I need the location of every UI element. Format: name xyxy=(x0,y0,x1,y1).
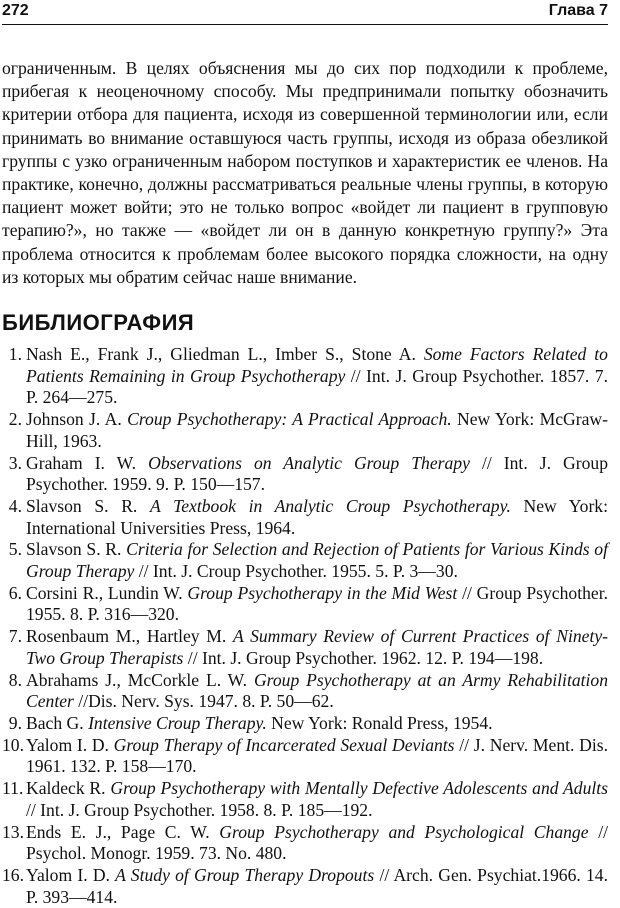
entry-authors: Slavson S. R. xyxy=(26,539,127,560)
entry-source: //Dis. Nerv. Sys. 1947. 8. P. 50—62. xyxy=(73,691,334,712)
entry-authors: Johnson J. A. xyxy=(26,409,128,430)
bibliography-entry xyxy=(2,626,608,669)
bibliography-entry xyxy=(2,409,608,452)
bibliography-entry xyxy=(2,344,608,409)
section-title: БИБЛИОГРАФИЯ xyxy=(2,310,195,336)
bibliography-list xyxy=(2,344,608,908)
entry-source: // Int. J. Group Psychother. 1857. 7. P. 264—275. xyxy=(26,365,608,408)
entry-title: Group Psychotherapy at an Army Rehabilitation Center xyxy=(26,669,608,712)
bibliography-entry xyxy=(2,778,608,821)
page-header xyxy=(2,0,608,25)
bibliography-entry xyxy=(2,865,608,908)
bibliography-entry xyxy=(2,822,608,865)
bibliography-entry xyxy=(2,539,608,582)
entry-authors: Rosenbaum M., Hartley M. xyxy=(26,626,233,647)
bibliography-entry xyxy=(2,453,608,496)
body-paragraph: ограниченным. В целях объяснения мы до сих пор подходили к проблеме, прибегая к неоценочному способу. Мы предпринимали попытку обозначить критерии отбора для пациента, исходя из совершенной терминологии или, если принимать во внимание оставшуюся часть группы, исходя из образа обезликой группы с узко ограниченным набором поступков и характеристик ее членов. На практике, конечно, должны рассматриваться реальные члены группы, в которую пациент может войти; это не только вопрос «войдет ли пациент в групповую терапию?», но также — «войдет ли он в данную конкретную группу?» Эта проблема относится к проблемам более высокого порядка сложности, на одну из которых мы обратим сейчас наше внимание. xyxy=(2,58,608,287)
entry-authors: Yalom I. D. xyxy=(26,864,116,885)
page-number: 272 xyxy=(2,2,29,19)
bibliography-entry xyxy=(2,713,608,735)
entry-number: 13. xyxy=(2,821,24,842)
entry-number: 3. xyxy=(8,452,22,473)
entry-authors: Graham I. W. xyxy=(26,452,149,473)
entry-authors: Abrahams J., McCorkle L. W. xyxy=(26,669,254,690)
entry-source: New York: McGraw-Hill, 1963. xyxy=(26,409,608,451)
entry-title: A Study of Group Therapy Dropouts xyxy=(115,864,375,885)
chapter-title: Глава 7 xyxy=(548,2,608,19)
entry-authors: Bach G. xyxy=(26,712,89,733)
entry-source: // Int. J. Group Psychother. 1958. 8. P. 185—192. xyxy=(26,799,373,820)
entry-source: // J. Nerv. Ment. Dis. 1961. 132. P. 158—170. xyxy=(26,734,608,777)
entry-number: 11. xyxy=(2,778,24,799)
entry-number: 2. xyxy=(8,409,22,430)
entry-source: // Psychol. Monogr. 1959. 73. No. 480. xyxy=(26,821,608,864)
entry-source: New York: Ronald Press, 1954. xyxy=(266,712,493,733)
entry-title: Group Psychotherapy in the Mid West xyxy=(187,582,458,603)
bibliography-entry xyxy=(2,735,608,778)
entry-title: Group Psychotherapy with Mentally Defective Adolescents and Adults xyxy=(110,778,609,799)
bibliography-entry xyxy=(2,670,608,713)
entry-number: 16. xyxy=(2,864,24,885)
entry-title: Intensive Croup Therapy. xyxy=(88,712,267,733)
entry-authors: Corsini R., Lundin W. xyxy=(26,582,188,603)
entry-title: Group Psychotherapy and Psychological Change xyxy=(219,821,589,842)
entry-source: // Int. J. Group Psychother. 1962. 12. P. 194—198. xyxy=(183,647,544,668)
entry-authors: Kaldeck R. xyxy=(26,778,111,799)
entry-number: 7. xyxy=(8,626,22,647)
entry-number: 4. xyxy=(8,495,22,516)
entry-title: A Textbook in Analytic Croup Psychotherapy. xyxy=(150,495,511,516)
entry-source: // Int. J. Group Psychother. 1959. 9. P. 150—157. xyxy=(26,452,608,495)
entry-authors: Ends E. J., Page C. W. xyxy=(26,821,220,842)
entry-authors: Slavson S. R. xyxy=(26,495,150,516)
bibliography-entry xyxy=(2,496,608,539)
entry-title: Observations on Analytic Group Therapy xyxy=(148,452,470,473)
entry-title: A Summary Review of Current Practices of Ninety-Two Group Therapists xyxy=(26,626,608,668)
entry-number: 6. xyxy=(8,582,22,603)
bibliography-entry xyxy=(2,583,608,626)
entry-number: 1. xyxy=(8,344,22,365)
entry-authors: Nash E., Frank J., Gliedman L., Imber S., Stone A. xyxy=(26,344,424,365)
entry-number: 10. xyxy=(2,734,24,755)
entry-source: // Arch. Gen. Psychiat.1966. 14. P. 393—414. xyxy=(26,864,608,907)
entry-title: Criteria for Selection and Rejection of Patients for Various Kinds of Group Therapy xyxy=(26,539,608,582)
entry-authors: Yalom I. D. xyxy=(26,734,114,755)
entry-number: 8. xyxy=(8,669,22,690)
entry-number: 5. xyxy=(8,539,22,560)
body-text xyxy=(2,57,608,289)
entry-source: // Int. J. Croup Psychother. 1955. 5. P. 3—30. xyxy=(134,561,458,582)
entry-source: // Group Psychother. 1955. 8. P. 316—320. xyxy=(26,582,608,625)
entry-title: Croup Psychotherapy: A Practical Approach. xyxy=(127,409,452,430)
entry-title: Some Factors Related to Patients Remaining in Group Psychotherapy xyxy=(26,344,608,386)
entry-source: New York: International Universities Press, 1964. xyxy=(26,495,608,538)
entry-title: Group Therapy of Incarcerated Sexual Deviants xyxy=(113,734,455,755)
entry-number: 9. xyxy=(8,712,22,733)
